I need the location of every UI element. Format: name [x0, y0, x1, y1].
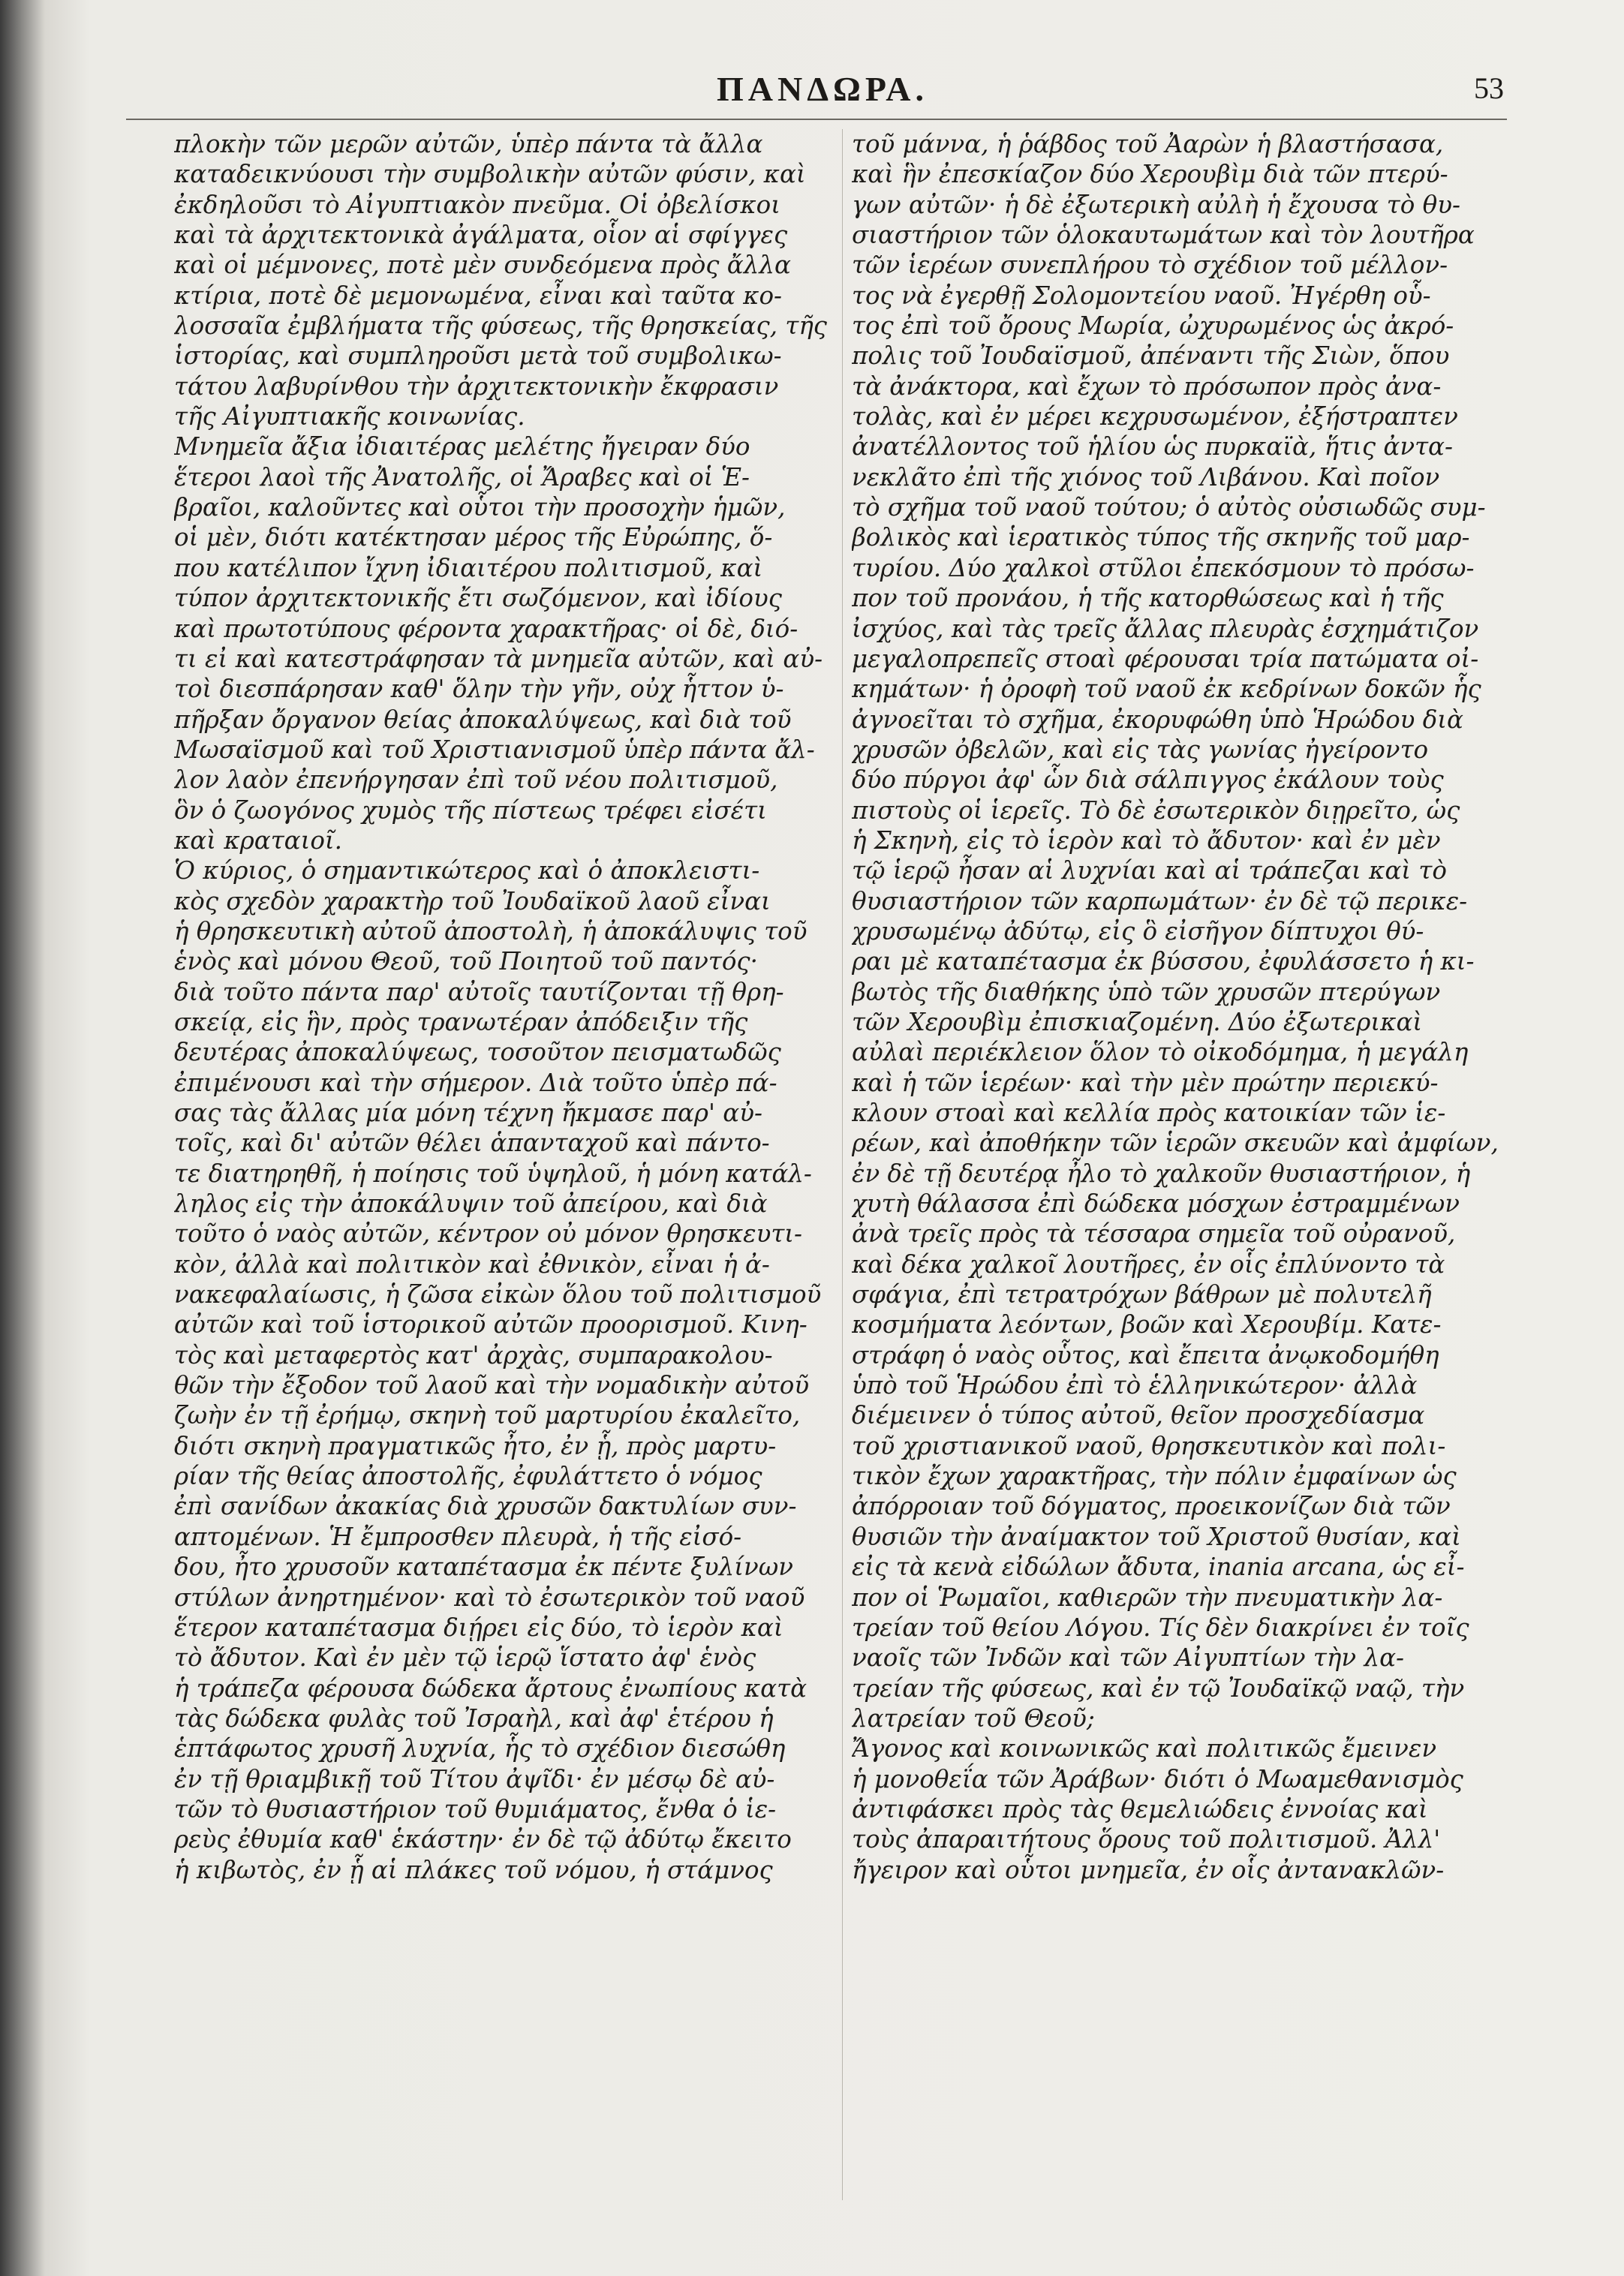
text-line: τολὰς, καὶ ἐν μέρει κεχρυσωμένον, ἐξήστραπτεν — [852, 402, 1458, 431]
text-line: χρυσῶν ὀβελῶν, καὶ εἰς τὰς γωνίας ἠγείροντο — [852, 735, 1429, 764]
text-line: αὐτῶν καὶ τοῦ ἱστορικοῦ αὐτῶν προορισμοῦ. Κινη- — [174, 1310, 807, 1339]
text-line: κὸν, ἀλλὰ καὶ πολιτικὸν καὶ ἐθνικὸν, εἶναι ἡ ἀ- — [174, 1249, 770, 1279]
text-line: ὑπὸ τοῦ Ἡρώδου ἐπὶ τὸ ἑλληνικώτερον· ἀλλὰ — [852, 1371, 1418, 1400]
text-line: καὶ ἣν ἐπεσκίαζον δύο Χερουβὶμ διὰ τῶν πτερύ- — [852, 160, 1448, 189]
text-line: κτίρια, ποτὲ δὲ μεμονωμένα, εἶναι καὶ ταῦτα κο- — [174, 281, 783, 310]
text-line: ρίαν τῆς θείας ἀποστολῆς, ἐφυλάττετο ὁ νόμος — [174, 1462, 762, 1491]
text-line: αὐλαὶ περιέκλειον ὅλον τὸ οἰκοδόμημα, ἡ μεγάλη — [852, 1038, 1469, 1067]
text-line: βολικὸς καὶ ἱερατικὸς τύπος τῆς σκηνῆς τοῦ μαρ- — [852, 523, 1470, 552]
text-line: τοὶ διεσπάρησαν καθ' ὅλην τὴν γῆν, οὐχ ἧττον ὑ- — [174, 675, 784, 704]
text-line: ἕτεροι λαοὶ τῆς Ἀνατολῆς, οἱ Ἄραβες καὶ οἱ Ἑ- — [174, 462, 750, 492]
text-line: ἡ Σκηνὴ, εἰς τὸ ἱερὸν καὶ τὸ ἄδυτον· καὶ ἐν μὲν — [852, 825, 1441, 855]
text-line: σφάγια, ἐπὶ τετρατρόχων βάθρων μὲ πολυτελῆ — [852, 1280, 1432, 1309]
text-line: κλουν στοαὶ καὶ κελλία πρὸς κατοικίαν τῶν ἱε- — [852, 1099, 1446, 1127]
text-line: τὸς καὶ μεταφερτὸς κατ' ἀρχὰς, συμπαρακολου- — [174, 1340, 773, 1370]
text-line: νακεφαλαίωσις, ἡ ζῶσα εἰκὼν ὅλου τοῦ πολιτισμοῦ — [174, 1280, 822, 1309]
running-title: ΠΑΝΔΩΡΑ. — [717, 70, 928, 108]
text-line: τῶν Χερουβὶμ ἐπισκιαζομένη. Δύο ἐξωτερικαὶ — [852, 1007, 1423, 1036]
text-line: τρείαν τοῦ θείου Λόγου. Τίς δὲν διακρίνει ἐν τοῖς — [852, 1613, 1469, 1642]
text-line: ἡ θρησκευτικὴ αὐτοῦ ἀποστολὴ, ἡ ἀποκάλυψις τοῦ — [174, 916, 807, 946]
text-line: απτομένων. Ἡ ἔμπροσθεν πλευρὰ, ἡ τῆς εἰσό- — [174, 1522, 742, 1551]
text-line: ρέων, καὶ ἀποθήκην τῶν ἱερῶν σκευῶν καὶ ἀμφίων, — [852, 1129, 1499, 1158]
text-line: Ὁ κύριος, ὁ σημαντικώτερος καὶ ὁ ἀποκλειστι- — [174, 856, 760, 885]
text-line: τὰ ἀνάκτορα, καὶ ἔχων τὸ πρόσωπον πρὸς ἀνα- — [852, 371, 1442, 401]
text-line: πιστοὺς οἱ ἱερεῖς. Τὸ δὲ ἐσωτερικὸν διῃρεῖτο, ὡς — [852, 795, 1460, 825]
text-line: κημάτων· ἡ ὀροφὴ τοῦ ναοῦ ἐκ κεδρίνων δοκῶν ἧς — [852, 675, 1481, 704]
text-line: ἰσχύος, καὶ τὰς τρεῖς ἄλλας πλευρὰς ἐσχημάτιζον — [852, 614, 1479, 643]
text-line: βωτὸς τῆς διαθήκης ὑπὸ τῶν χρυσῶν πτερύγων — [852, 977, 1441, 1006]
text-line: λον λαὸν ἐπενήργησαν ἐπὶ τοῦ νέου πολιτισμοῦ, — [174, 765, 778, 795]
text-line: διότι σκηνὴ πραγματικῶς ἦτο, ἐν ᾗ, πρὸς μαρτυ- — [174, 1431, 777, 1460]
page-header — [0, 69, 1624, 114]
text-line: που κατέλιπον ἴχνη ἰδιαιτέρου πολιτισμοῦ, καὶ — [174, 553, 763, 582]
text-line: ἑπτάφωτος χρυσῆ λυχνία, ἧς τὸ σχέδιον διεσώθη — [174, 1734, 786, 1763]
text-line: τάτου λαβυρίνθου τὴν ἀρχιτεκτονικὴν ἔκφρασιν — [174, 371, 779, 401]
text-line: καὶ δέκα χαλκοῖ λουτῆρες, ἐν οἷς ἐπλύνοντο τὰ — [852, 1249, 1445, 1279]
text-line: τικὸν ἔχων χαρακτῆρας, τὴν πόλιν ἐμφαίνων ὡς — [852, 1462, 1457, 1491]
text-line: ἀνὰ τρεῖς πρὸς τὰ τέσσαρα σημεῖα τοῦ οὐρανοῦ, — [852, 1219, 1456, 1249]
text-line: ἤγειρον καὶ οὗτοι μνημεῖα, ἐν οἷς ἀντανακλῶν- — [852, 1855, 1445, 1884]
text-line: τῶν τὸ θυσιαστήριον τοῦ θυμιάματος, ἔνθα ὁ ἱε- — [174, 1794, 777, 1824]
text-line: τὸ ἄδυτον. Καὶ ἐν μὲν τῷ ἱερῷ ἵστατο ἀφ' ἑνὸς — [174, 1643, 756, 1673]
text-line: δου, ἦτο χρυσοῦν καταπέτασμα ἐκ πέντε ξυλίνων — [174, 1553, 793, 1582]
page-number: 53 — [1474, 71, 1504, 105]
text-line: εἰς τὰ κενὰ εἰδώλων ἄδυτα, inania arcana, ὡς εἶ- — [852, 1553, 1465, 1582]
text-line: τῆς Αἰγυπτιακῆς κοινωνίας. — [174, 402, 525, 431]
text-line: διὰ τοῦτο πάντα παρ' αὐτοῖς ταυτίζονται τῇ θρη- — [174, 977, 784, 1006]
text-line: Μωσαϊσμοῦ καὶ τοῦ Χριστιανισμοῦ ὑπὲρ πάντα ἄλ- — [174, 735, 815, 764]
text-line: ραι μὲ καταπέτασμα ἐκ βύσσου, ἐφυλάσσετο ἡ κι- — [852, 947, 1475, 976]
text-line: κοσμήματα λεόντων, βοῶν καὶ Χερουβίμ. Κατε- — [852, 1310, 1442, 1339]
text-line: πον οἱ Ῥωμαῖοι, καθιερῶν τὴν πνευματικὴν λα- — [852, 1583, 1443, 1612]
text-line: Ἄγονος καὶ κοινωνικῶς καὶ πολιτικῶς ἔμεινεν — [852, 1734, 1437, 1763]
text-line: ἀπόρροιαν τοῦ δόγματος, προεικονίζων διὰ τῶν — [852, 1492, 1451, 1521]
text-line: ζωὴν ἐν τῇ ἐρήμῳ, σκηνὴ τοῦ μαρτυρίου ἐκαλεῖτο, — [174, 1401, 801, 1430]
text-line: λοσσαῖα ἐμβλήματα τῆς φύσεως, τῆς θρησκείας, τῆς — [174, 311, 828, 341]
text-line: τρείαν τῆς φύσεως, καὶ ἐν τῷ Ἰουδαϊκῷ ναῷ, τὴν — [852, 1673, 1465, 1703]
text-line: καὶ οἱ μέμνονες, ποτὲ μὲν συνδεόμενα πρὸς ἄλλα — [174, 251, 791, 280]
text-line: τε διατηρηθῆ, ἡ ποίησις τοῦ ὑψηλοῦ, ἡ μόνη κατάλ- — [174, 1159, 812, 1188]
text-line: ἀνατέλλοντος τοῦ ἡλίου ὡς πυρκαϊὰ, ἥτις ἀντα- — [852, 432, 1453, 462]
text-line: καὶ τὰ ἀρχιτεκτονικὰ ἀγάλματα, οἷον αἱ σφίγγες — [174, 221, 788, 250]
text-line: τοῦ μάννα, ἡ ῥάβδος τοῦ Ἀαρὼν ἡ βλαστήσασα, — [852, 130, 1444, 158]
text-line: ἡ μονοθεΐα τῶν Ἀράβων· διότι ὁ Μωαμεθανισμὸς — [852, 1764, 1463, 1793]
text-line: ναοῖς τῶν Ἰνδῶν καὶ τῶν Αἰγυπτίων τὴν λα- — [852, 1643, 1404, 1673]
text-line: πλοκὴν τῶν μερῶν αὐτῶν, ὑπὲρ πάντα τὰ ἄλλα — [174, 130, 763, 158]
text-line: τοὺς ἀπαραιτήτους ὅρους τοῦ πολιτισμοῦ. Ἀλλ' — [852, 1825, 1441, 1854]
text-line: τῷ ἱερῷ ἦσαν αἱ λυχνίαι καὶ αἱ τράπεζαι καὶ τὸ — [852, 856, 1447, 885]
text-line: σκείᾳ, εἰς ἣν, πρὸς τρανωτέραν ἀπόδειξιν τῆς — [174, 1007, 748, 1036]
text-line: βραῖοι, καλοῦντες καὶ οὗτοι τὴν προσοχὴν ἡμῶν, — [174, 493, 786, 522]
text-line: ἱστορίας, καὶ συμπληροῦσι μετὰ τοῦ συμβολικω- — [174, 341, 782, 371]
text-line: τὰς δώδεκα φυλὰς τοῦ Ἰσραὴλ, καὶ ἀφ' ἑτέρου ἡ — [174, 1703, 774, 1733]
text-line: κὸς σχεδὸν χαρακτὴρ τοῦ Ἰουδαϊκοῦ λαοῦ εἶναι — [174, 886, 771, 916]
text-line: νεκλᾶτο ἐπὶ τῆς χιόνος τοῦ Λιβάνου. Καὶ ποῖον — [852, 462, 1440, 492]
text-line: τὸ σχῆμα τοῦ ναοῦ τούτου; ὁ αὐτὸς οὐσιωδῶς συμ- — [852, 493, 1486, 522]
text-line: καὶ ἡ τῶν ἱερέων· καὶ τὴν μὲν πρώτην περιεκύ- — [852, 1068, 1439, 1097]
text-line: χυτὴ θάλασσα ἐπὶ δώδεκα μόσχων ἐστραμμένων — [852, 1189, 1460, 1219]
text-line: διέμεινεν ὁ τύπος αὐτοῦ, θεῖον προσχεδίασμα — [852, 1401, 1425, 1430]
text-line: ἡ τράπεζα φέρουσα δώδεκα ἄρτους ἐνωπίους κατὰ — [174, 1673, 807, 1703]
text-line: θῶν τὴν ἔξοδον τοῦ λαοῦ καὶ τὴν νομαδικὴν αὐτοῦ — [174, 1371, 810, 1400]
text-line: ρεὺς ἐθυμία καθ' ἑκάστην· ἐν δὲ τῷ ἀδύτῳ ἔκειτο — [174, 1825, 792, 1854]
column-divider — [842, 129, 843, 2200]
text-line: μεγαλοπρεπεῖς στοαὶ φέρουσαι τρία πατώματα οἰ- — [852, 644, 1479, 673]
text-line: οἱ μὲν, διότι κατέκτησαν μέρος τῆς Εὐρώπης, ὅ- — [174, 523, 773, 552]
text-line: τύπον ἀρχιτεκτονικῆς ἔτι σωζόμενον, καὶ ἰδίους — [174, 584, 782, 613]
text-line: στύλων ἀνηρτημένον· καὶ τὸ ἐσωτερικὸν τοῦ ναοῦ — [174, 1583, 805, 1612]
text-line: γων αὐτῶν· ἡ δὲ ἐξωτερικὴ αὐλὴ ἡ ἔχουσα τὸ θυ- — [852, 190, 1460, 219]
text-line: τοῦ χριστιανικοῦ ναοῦ, θρησκευτικὸν καὶ πολι- — [852, 1431, 1446, 1460]
text-line: ἐν δὲ τῇ δευτέρᾳ ἦλο τὸ χαλκοῦν θυσιαστήριον, ἡ — [852, 1159, 1471, 1188]
text-line: ἐν τῇ θριαμβικῇ τοῦ Τίτου ἀψῖδι· ἐν μέσῳ δὲ αὐ- — [174, 1764, 775, 1793]
text-line: ἐπιμένουσι καὶ τὴν σήμερον. Διὰ τοῦτο ὑπὲρ πά- — [174, 1068, 777, 1097]
text-line: πολις τοῦ Ἰουδαϊσμοῦ, ἀπέναντι τῆς Σιὼν, ὅπου — [852, 341, 1450, 371]
text-line: λατρείαν τοῦ Θεοῦ; — [852, 1703, 1095, 1733]
text-line: σας τὰς ἄλλας μία μόνη τέχνη ἤκμασε παρ' αὐ- — [174, 1099, 762, 1127]
left-text-column — [174, 129, 835, 1885]
text-line: θυσιῶν τὴν ἀναίμακτον τοῦ Χριστοῦ θυσίαν, καὶ — [852, 1522, 1461, 1551]
text-line: ἐπὶ σανίδων ἀκακίας διὰ χρυσῶν δακτυλίων συν- — [174, 1492, 797, 1521]
text-line: τος ἐπὶ τοῦ ὄρους Μωρία, ὠχυρωμένος ὡς ἀκρό- — [852, 311, 1454, 341]
text-line: ἀντιφάσκει πρὸς τὰς θεμελιώδεις ἐννοίας καὶ — [852, 1794, 1428, 1824]
text-line: καὶ κραταιοῖ. — [174, 825, 343, 855]
text-line: τοῦτο ὁ ναὸς αὐτῶν, κέντρον οὐ μόνον θρησκευτι- — [174, 1219, 803, 1249]
text-line: τι εἰ καὶ κατεστράφησαν τὰ μνημεῖα αὐτῶν, καὶ αὐ- — [174, 644, 823, 673]
text-line: πῆρξαν ὄργανον θείας ἀποκαλύψεως, καὶ διὰ τοῦ — [174, 705, 792, 734]
text-line: ἡ κιβωτὸς, ἐν ᾗ αἱ πλάκες τοῦ νόμου, ἡ στάμνος — [174, 1855, 773, 1884]
text-line: ἀγνοεῖται τὸ σχῆμα, ἐκορυφώθη ὑπὸ Ἡρώδου διὰ — [852, 705, 1463, 734]
text-line: ἑνὸς καὶ μόνου Θεοῦ, τοῦ Ποιητοῦ τοῦ παντός· — [174, 947, 758, 976]
text-line: δευτέρας ἀποκαλύψεως, τοσοῦτον πεισματωδῶς — [174, 1038, 781, 1067]
text-line: ληλος εἰς τὴν ἀποκάλυψιν τοῦ ἀπείρου, καὶ διὰ — [174, 1189, 768, 1219]
text-line: ἐκδηλοῦσι τὸ Αἰγυπτιακὸν πνεῦμα. Οἱ ὀβελίσκοι — [174, 190, 780, 219]
text-line: Μνημεῖα ἄξια ἰδιαιτέρας μελέτης ἤγειραν δύο — [174, 432, 750, 462]
text-line: καταδεικνύουσι τὴν συμβολικὴν αὐτῶν φύσιν, καὶ — [174, 160, 806, 189]
text-line: δύο πύργοι ἀφ' ὧν διὰ σάλπιγγος ἐκάλουν τοὺς — [852, 765, 1444, 795]
header-rule — [126, 119, 1507, 120]
text-line: πον τοῦ προνάου, ἡ τῆς κατορθώσεως καὶ ἡ τῆς — [852, 584, 1444, 613]
text-line: ἕτερον καταπέτασμα διῄρει εἰς δύο, τὸ ἱερὸν καὶ — [174, 1613, 783, 1642]
text-line: χρυσωμένῳ ἀδύτῳ, εἰς ὃ εἰσῆγον δίπτυχοι θύ- — [852, 916, 1424, 946]
right-text-column — [852, 129, 1516, 1885]
text-line: τος νὰ ἐγερθῇ Σολομοντείου ναοῦ. Ἠγέρθη οὗ- — [852, 281, 1431, 310]
text-line: καὶ πρωτοτύπους φέροντα χαρακτῆρας· οἱ δὲ, διό- — [174, 614, 798, 643]
text-line: στράφη ὁ ναὸς οὗτος, καὶ ἔπειτα ἀνῳκοδομήθη — [852, 1340, 1439, 1370]
text-line: τοῖς, καὶ δι' αὐτῶν θέλει ἁπανταχοῦ καὶ πάντο- — [174, 1129, 770, 1158]
text-line: ὃν ὁ ζωογόνος χυμὸς τῆς πίστεως τρέφει εἰσέτι — [174, 795, 767, 825]
text-line: τυρίου. Δύο χαλκοὶ στῦλοι ἐπεκόσμουν τὸ πρόσω- — [852, 553, 1475, 582]
text-line: σιαστήριον τῶν ὁλοκαυτωμάτων καὶ τὸν λουτῆρα — [852, 221, 1475, 250]
text-line: τῶν ἱερέων συνεπλήρου τὸ σχέδιον τοῦ μέλλον- — [852, 251, 1448, 280]
text-line: θυσιαστήριον τῶν καρπωμάτων· ἐν δὲ τῷ περικε- — [852, 886, 1468, 916]
